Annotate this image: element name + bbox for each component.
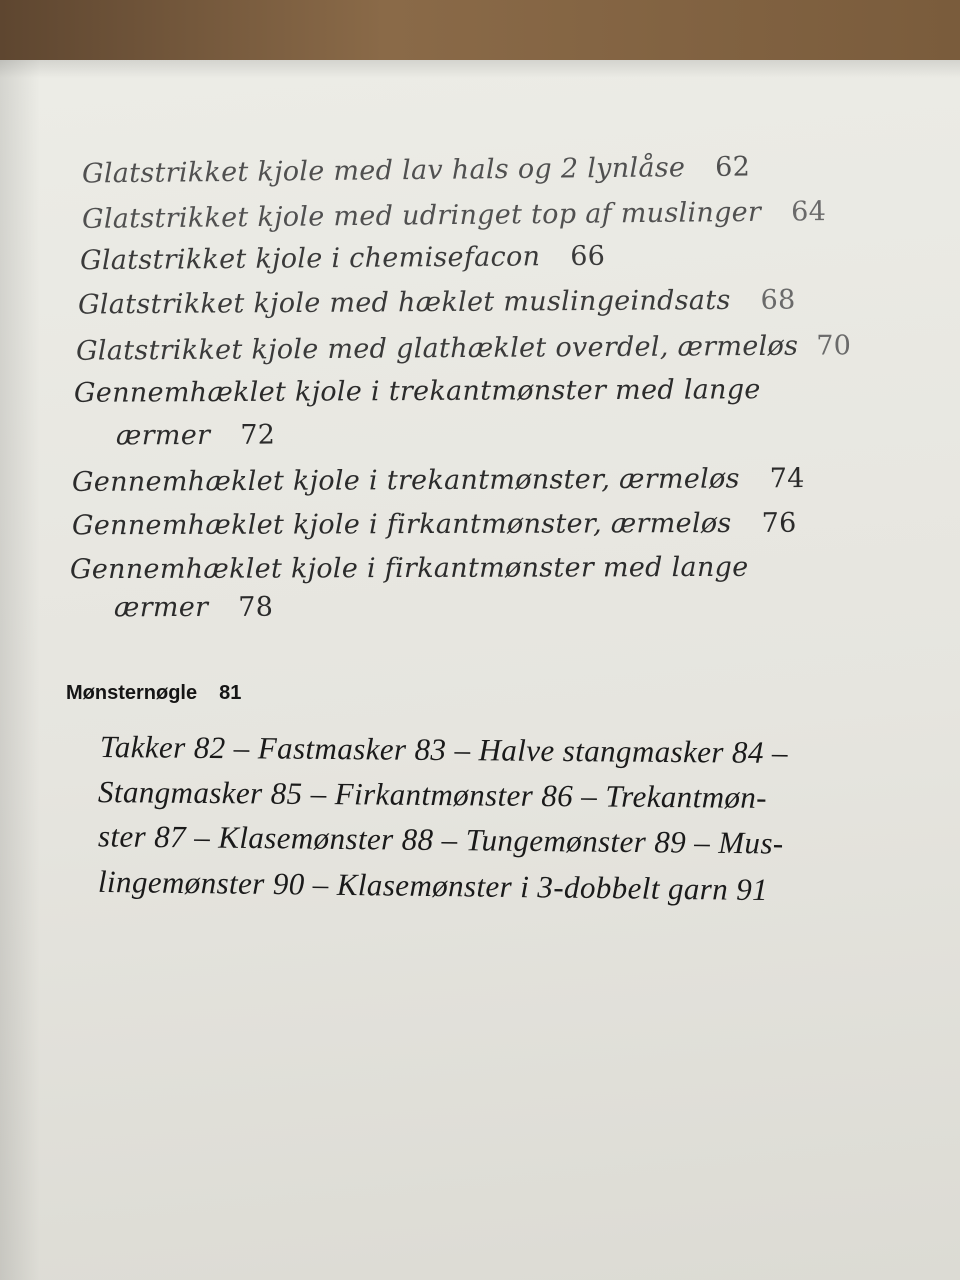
toc-entry-title: Gennemhæklet kjole i trekantmønster med lange [73, 374, 761, 409]
page-left-shade [0, 60, 40, 1280]
section-text-line: Takker 82 – Fastmasker 83 – Halve stangmasker 84 – [99, 728, 789, 771]
toc-entry-title: Gennemhæklet kjole i firkantmønster med lange [69, 551, 749, 586]
toc-entry-page: 68 [760, 284, 796, 316]
section-heading-title: Mønsternøgle [66, 682, 198, 704]
toc-entry-page: 76 [761, 507, 797, 539]
toc-entry-title: Glatstrikket kjole med udringet top af muslinger [81, 196, 762, 235]
section-text-line: ster 87 – Klasemønster 88 – Tungemønster 89 – Mus- [97, 818, 784, 861]
toc-entry-title: Glatstrikket kjole med hæklet muslingeindsats [77, 284, 731, 321]
toc-entry [70, 552, 749, 585]
toc-entry-title: Glatstrikket kjole med lav hals og 2 lynlåse [81, 152, 686, 190]
section-heading [66, 682, 241, 705]
toc-entry-page: 62 [715, 151, 751, 183]
toc-entry-page: 78 [238, 591, 274, 623]
toc-entry-page: 70 [816, 330, 852, 362]
toc-entry-title: Gennemhæklet kjole i firkantmønster, ærmeløs [71, 507, 732, 542]
toc-entry-page: 64 [791, 196, 827, 228]
toc-entry-page: 74 [769, 463, 805, 495]
page-top-shadow [0, 60, 960, 78]
toc-entry [78, 284, 796, 320]
toc-entry [74, 374, 761, 409]
toc-entry-continuation [116, 420, 275, 452]
toc-entry-continuation-text: ærmer [115, 419, 211, 452]
toc-entry [72, 463, 805, 498]
toc-entry-continuation [114, 592, 273, 624]
section-heading-page: 81 [219, 682, 242, 704]
toc-entry [76, 330, 851, 366]
toc-entry-title: Glatstrikket kjole i chemisefacon [79, 241, 541, 277]
section-text-line: lingemønster 90 – Klasemønster i 3-dobbelt garn 91 [97, 863, 769, 908]
toc-entry-continuation-text: ærmer [113, 591, 209, 624]
toc-entry [72, 508, 797, 542]
toc-entry [80, 241, 605, 277]
toc-entry-title: Gennemhæklet kjole i trekantmønster, ærmeløs [71, 463, 740, 498]
toc-entry-page: 72 [240, 419, 276, 451]
toc-entry-page: 66 [570, 240, 606, 273]
toc-entry-title: Glatstrikket kjole med glathæklet overdel, ærmeløs [75, 330, 799, 367]
section-text-line: Stangmasker 85 – Firkantmønster 86 – Trekantmøn- [97, 774, 768, 815]
